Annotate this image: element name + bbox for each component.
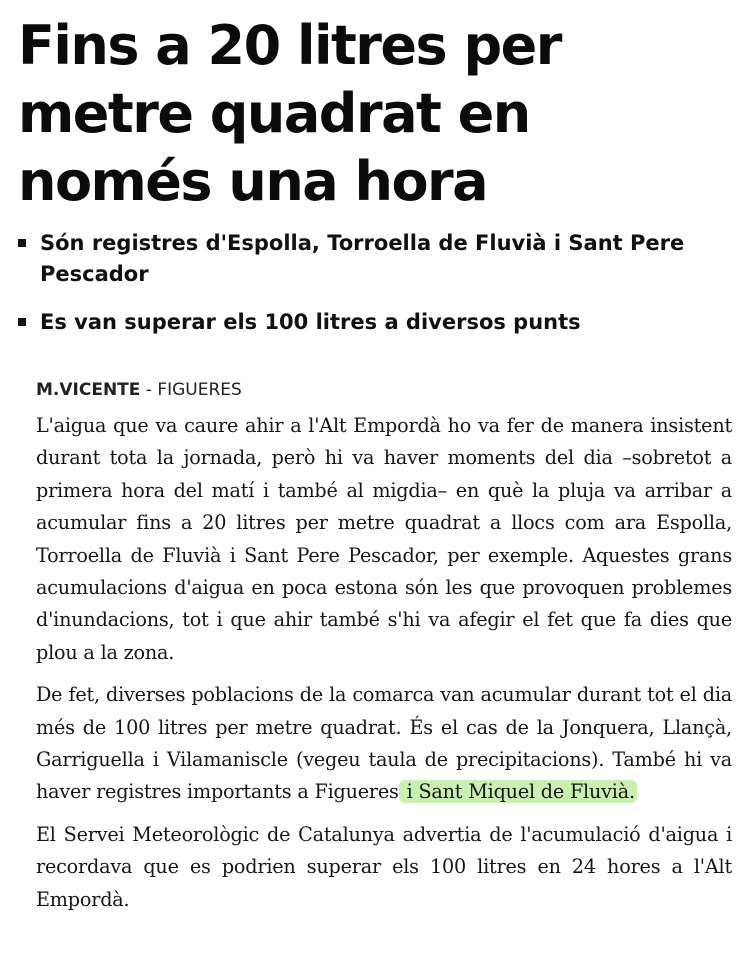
byline-location: FIGUERES [157, 380, 242, 400]
body-paragraph: El Servei Meteorològic de Catalunya advertia de l'acumulació d'aigua i recordava que es podrien superar els 100 litres en 24 hores a l'Alt Empordà. [36, 822, 732, 911]
bullet-square-icon [18, 318, 26, 326]
byline-author: M.VICENTE [36, 380, 141, 400]
summary-bullet-text: Són registres d'Espolla, Torroella de Fluvià i Sant Pere Pescador [40, 231, 685, 286]
highlighted-text: i Sant Miquel de Fluvià. [400, 780, 635, 804]
byline [36, 378, 242, 402]
body-paragraph-text: De fet, diverses poblacions de la comarca van acumular durant tot el dia més de 100 litres per metre quadrat. És el cas de la Jonquera, Llançà, Garriguella i Vilamaniscle (vegeu taula de precipitacions). També hi va haver registres importants a Figueres [36, 683, 732, 804]
bullet-square-icon [18, 239, 26, 247]
summary-bullet-text: Es van superar els 100 litres a diversos punts [40, 310, 581, 334]
headline: Fins a 20 litres per metre quadrat en només una hora [18, 14, 561, 213]
article-body [36, 410, 732, 916]
summary-bullets [18, 228, 738, 338]
body-paragraph: L'aigua que va caure ahir a l'Alt Empordà ho va fer de manera insistent durant tota la jornada, però hi va haver moments del dia –sobretot a primera hora del matí i també al migdia– en què la pluja va arribar a acumular fins a 20 litres per metre quadrat a llocs com ara Espolla, Torroella de Fluvià i Sant Pere Pescador, per exemple. Aquestes grans acumulacions d'aigua en poca estona són les que provoquen problemes d'inundacions, tot i que ahir també s'hi va afegir el fet que fa dies que plou a la zona. [36, 414, 732, 664]
body-paragraph [36, 679, 732, 809]
summary-bullet [18, 228, 738, 290]
summary-bullet [18, 307, 738, 338]
byline-separator: - [140, 380, 158, 400]
